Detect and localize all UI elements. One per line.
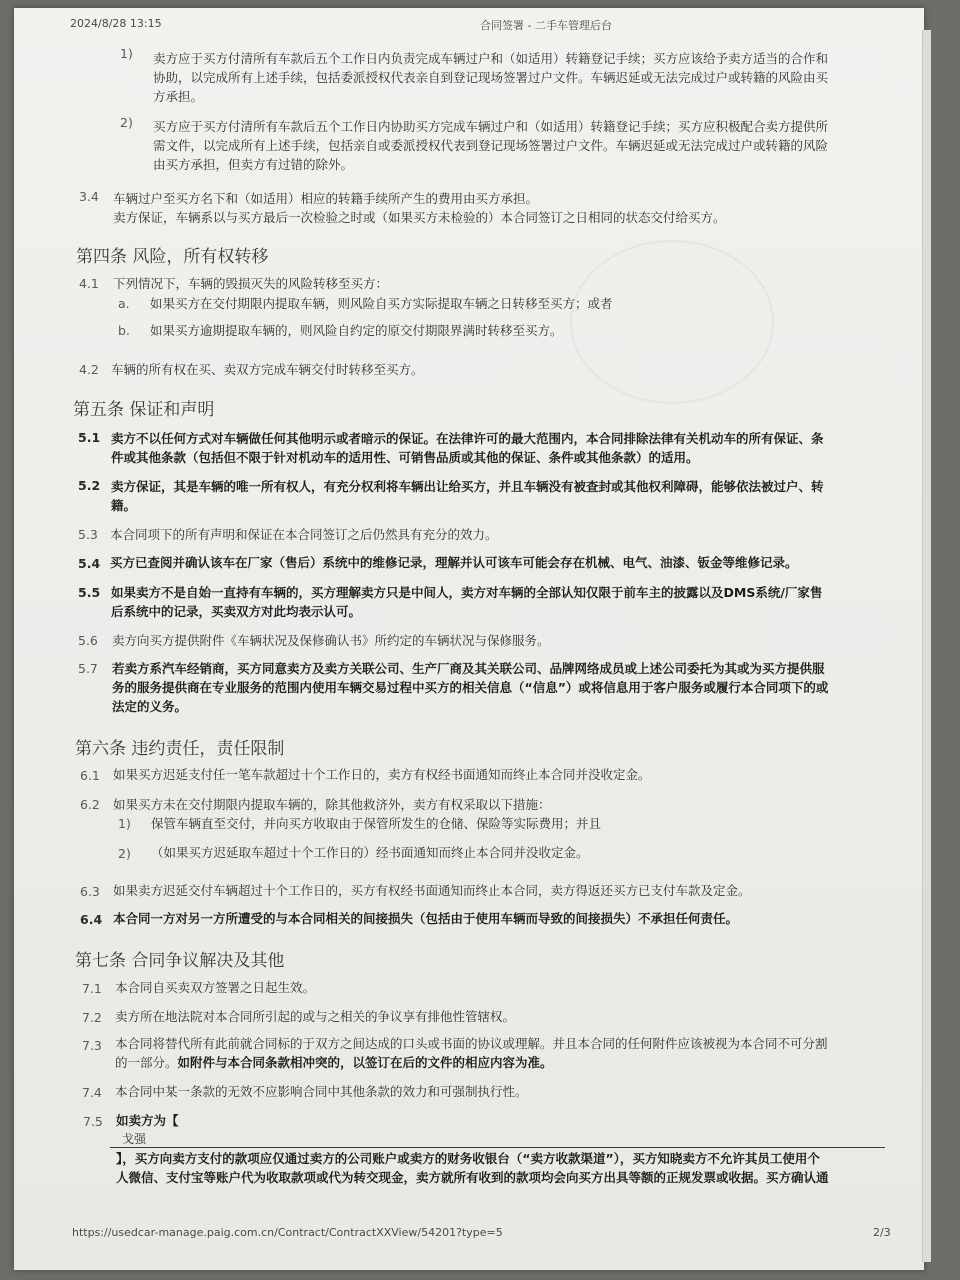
item-number: a. <box>118 296 130 311</box>
clause-number: 4.2 <box>79 362 99 377</box>
print-title: 合同签署 - 二手车管理后台 <box>480 19 612 32</box>
item-text: （如果买方迟延取车超过十个工作日的）经书面通知而终止本合同并没收定金。 <box>151 845 589 860</box>
clause-text: 卖方不以任何方式对车辆做任何其他明示或者暗示的保证。在法律许可的最大范围内，本合同排除法律有关机动车的所有保证、条 <box>111 431 824 446</box>
clause-text: 如果卖方不是自始一直持有车辆的，买方理解卖方只是中间人，卖方对车辆的全部认知仅限于前车主的披露以及DMS系统/厂家售 <box>111 585 823 600</box>
clause-text: 人微信、支付宝等账户代为收取款项或代为转交现金，卖方就所有收到的款项均会向买方出具等额的正规发票或收据。买方确认通 <box>116 1170 829 1185</box>
clause-text: 卖方向买方提供附件《车辆状况及保修确认书》所约定的车辆状况与保修服务。 <box>112 633 550 648</box>
clause-text: 务的服务提供商在专业服务的范围内使用车辆交易过程中买方的相关信息（“信息”）或将信息用于客户服务或履行本合同项下的或 <box>112 680 829 695</box>
article-heading: 第四条 风险，所有权转移 <box>76 247 269 267</box>
faded-stamp-mark <box>570 240 774 404</box>
clause-number: 4.1 <box>79 276 99 291</box>
item-number: b. <box>118 323 130 338</box>
clause-text: 卖方保证，车辆系以与买方最后一次检验之时或（如果买方未检验的）本合同签订之日相同的状态交付给买方。 <box>113 210 726 225</box>
clause-number: 7.2 <box>82 1010 102 1025</box>
item-number: 1) <box>118 816 131 831</box>
clause-text: 本合同中某一条款的无效不应影响合同中其他条款的效力和可强制执行性。 <box>115 1084 528 1099</box>
clause-number: 3.4 <box>79 189 99 204</box>
item-text: 需文件，以完成所有上述手续，包括亲自或委派授权代表到登记现场签署过户文件。车辆迟延或无法完成过户或转籍的风险 <box>153 138 829 153</box>
article-heading: 第七条 合同争议解决及其他 <box>75 951 285 971</box>
clause-text: 下列情况下，车辆的毁损灭失的风险转移至买方： <box>113 276 389 291</box>
clause-number: 5.3 <box>78 527 98 542</box>
clause-text: 本合同一方对另一方所遭受的与本合同相关的间接损失（包括由于使用车辆而导致的间接损失）不承担任何责任。 <box>113 911 739 926</box>
item-number: 2) <box>118 846 131 861</box>
clause-number: 7.3 <box>82 1038 102 1053</box>
clause-text: 法定的义务。 <box>112 699 188 714</box>
clause-text: 卖方保证，其是车辆的唯一所有权人，有充分权利将车辆出让给买方，并且车辆没有被查封或其他权利障碍，能够依法被过户、转 <box>111 479 824 494</box>
item-text: 如果买方在交付期限内提取车辆，则风险自买方实际提取车辆之日转移至买方；或者 <box>150 296 613 311</box>
clause-text: 后系统中的记录，买卖双方对此均表示认可。 <box>111 604 362 619</box>
clause-text: 车辆过户至买方名下和（如适用）相应的转籍手续所产生的费用由买方承担。 <box>113 191 539 206</box>
clause-number: 5.1 <box>78 430 101 445</box>
clause-number: 5.4 <box>78 556 101 571</box>
clause-number: 6.4 <box>80 912 103 927</box>
clause-text <box>115 1053 553 1072</box>
article-heading: 第六条 违约责任，责任限制 <box>75 739 285 759</box>
clause-text: 若卖方系汽车经销商，买方同意卖方及卖方关联公司、生产厂商及其关联公司、品牌网络成员或上述公司委托为其或为买方提供服 <box>112 661 825 676</box>
clause-number: 5.2 <box>78 478 101 493</box>
print-datetime: 2024/8/28 13:15 <box>70 17 162 30</box>
item-text: 由买方承担，但卖方有过错的除外。 <box>153 157 354 172</box>
clause-number: 6.3 <box>80 884 100 899</box>
item-text: 如果买方逾期提取车辆的，则风险自约定的原交付期限界满时转移至买方。 <box>150 323 563 338</box>
clause-text: 卖方所在地法院对本合同所引起的或与之相关的争议享有排他性管辖权。 <box>115 1009 516 1024</box>
clause-number: 6.2 <box>80 797 100 812</box>
seller-name: 戈强 <box>122 1132 147 1146</box>
clause-number: 7.5 <box>83 1114 103 1129</box>
print-url: https://usedcar-manage.paig.com.cn/Contract/ContractXXView/54201?type=5 <box>72 1226 503 1239</box>
clause-text: 如果卖方迟延交付车辆超过十个工作日的，买方有权经书面通知而终止本合同，卖方得返还买方已支付车款及定金。 <box>113 883 751 898</box>
clause-number: 7.1 <box>82 981 102 996</box>
clause-text: 本合同项下的所有声明和保证在本合同签订之后仍然具有充分的效力。 <box>110 527 498 542</box>
clause-number: 5.7 <box>78 661 98 676</box>
item-number: 1) <box>120 46 133 61</box>
clause-number: 5.6 <box>78 633 98 648</box>
clause-text: 买方已查阅并确认该车在厂家（售后）系统中的维修记录，理解并认可该车可能会存在机械、电气、油漆、钣金等维修记录。 <box>110 555 798 570</box>
clause-text-bold: 如附件与本合同条款相冲突的，以签订在后的文件的相应内容为准。 <box>177 1055 553 1070</box>
clause-text: 车辆的所有权在买、卖双方完成车辆交付时转移至买方。 <box>111 362 424 377</box>
item-text: 保管车辆直至交付，并向买方收取由于保管所发生的仓储、保险等实际费用；并且 <box>151 816 602 831</box>
signature-underline <box>110 1146 885 1148</box>
clause-text: 籍。 <box>111 498 137 513</box>
stacked-page-edge <box>922 30 931 1262</box>
item-text: 卖方应于买方付清所有车款后五个工作日内负责完成车辆过户和（如适用）转籍登记手续；买方应该给予卖方适当的合作和 <box>153 51 829 66</box>
item-text: 方承担。 <box>153 89 204 104</box>
clause-text: 如果买方迟延支付任一笔车款超过十个工作日的，卖方有权经书面通知而终止本合同并没收定金。 <box>113 767 651 782</box>
clause-number: 5.5 <box>78 585 101 600</box>
clause-text: 】，买方向卖方支付的款项应仅通过卖方的公司账户或卖方的财务收银台（“卖方收款渠道”），买方知晓卖方不允许其员工使用个 <box>116 1151 820 1166</box>
clause-text: 如果买方未在交付期限内提取车辆的，除其他救济外，卖方有权采取以下措施： <box>113 797 551 812</box>
clause-number: 7.4 <box>82 1085 102 1100</box>
article-heading: 第五条 保证和声明 <box>73 400 215 420</box>
clause-text: 本合同自买卖双方签署之日起生效。 <box>115 980 316 995</box>
clause-text: 如卖方为【 <box>116 1113 179 1128</box>
item-number: 2) <box>120 115 133 130</box>
clause-number: 6.1 <box>80 768 100 783</box>
clause-text-plain: 的一部分。 <box>115 1055 178 1070</box>
clause-text: 件或其他条款（包括但不限于针对机动车的适用性、可销售品质或其他的保证、条件或其他条款）的适用。 <box>111 450 699 465</box>
item-text: 协助，以完成所有上述手续，包括委派授权代表亲自到登记现场签署过户文件。车辆迟延或无法完成过户或转籍的风险由买 <box>153 70 829 85</box>
clause-text: 本合同将替代所有此前就合同标的于双方之间达成的口头或书面的协议或理解。并且本合同的任何附件应该被视为本合同不可分割 <box>115 1036 828 1051</box>
page-number: 2/3 <box>873 1226 891 1239</box>
item-text: 买方应于买方付清所有车款后五个工作日内协助买方完成车辆过户和（如适用）转籍登记手续；买方应积极配合卖方提供所 <box>153 119 829 134</box>
